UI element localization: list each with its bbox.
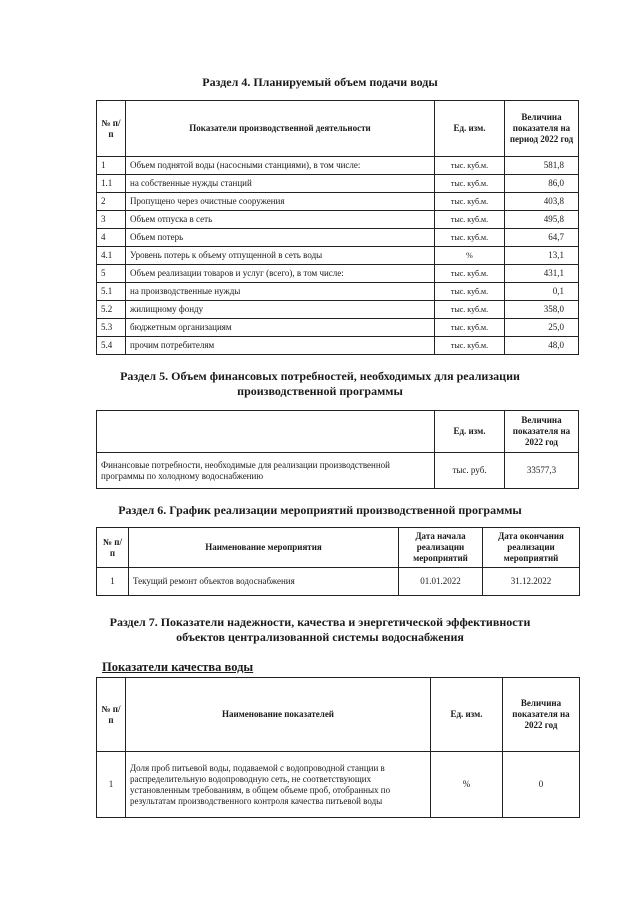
header-end-date: Дата окончания реализации мероприятий — [483, 528, 580, 568]
section-7-title-line1: Раздел 7. Показатели надежности, качества и энергетической эффективности — [109, 615, 531, 629]
header-unit: Ед. изм. — [435, 101, 505, 157]
row-indicator: на производственные нужды — [126, 283, 435, 301]
table-row — [97, 229, 579, 247]
header-activity: Наименование мероприятия — [129, 528, 399, 568]
table-row — [97, 265, 579, 283]
row-indicator: Объем реализации товаров и услуг (всего), в том числе: — [126, 265, 435, 283]
row-value: 64,7 — [505, 229, 579, 247]
row-num: 5.3 — [97, 319, 126, 337]
row-value: 48,0 — [505, 337, 579, 355]
row-num: 4.1 — [97, 247, 126, 265]
activity-num: 1 — [97, 568, 129, 596]
row-indicator: жилищному фонду — [126, 301, 435, 319]
row-num: 5.2 — [97, 301, 126, 319]
finance-need-name: Финансовые потребности, необходимые для реализации производственной программы по холодному водоснабжению — [97, 453, 435, 489]
row-num: 1 — [97, 157, 126, 175]
quality-value: 0 — [503, 752, 580, 818]
finance-need-unit: тыс. руб. — [435, 453, 505, 489]
water-supply-table — [96, 100, 579, 355]
row-unit: тыс. куб.м. — [435, 229, 505, 247]
header-unit: Ед. изм. — [431, 678, 503, 752]
water-quality-table — [96, 677, 580, 818]
header-indicator: Показатели производственной деятельности — [126, 101, 435, 157]
section-6-title: Раздел 6. График реализации мероприятий производственной программы — [118, 503, 522, 517]
header-indicator-name: Наименование показателей — [126, 678, 431, 752]
activity-end: 31.12.2022 — [483, 568, 580, 596]
row-unit: тыс. куб.м. — [435, 265, 505, 283]
table-row — [97, 247, 579, 265]
row-indicator: бюджетным организациям — [126, 319, 435, 337]
table-row — [97, 211, 579, 229]
activity-name: Текущий ремонт объектов водоснабжения — [129, 568, 399, 596]
row-unit: тыс. куб.м. — [435, 211, 505, 229]
row-indicator: Уровень потерь к объему отпущенной в сеть воды — [126, 247, 435, 265]
row-num: 5.4 — [97, 337, 126, 355]
table-row — [97, 157, 579, 175]
row-num: 3 — [97, 211, 126, 229]
quality-indicator-name: Доля проб питьевой воды, подаваемой с водопроводной станции в распределительную водопроводную сеть, не соответствующих установленным требованиям, в общем объеме проб, отобранных по результатам производственного контроля качества питьевой воды — [126, 752, 431, 818]
row-unit: тыс. куб.м. — [435, 319, 505, 337]
section-5-title — [0, 369, 640, 399]
row-value: 86,0 — [505, 175, 579, 193]
row-indicator: Объем поднятой воды (насосными станциями), в том числе: — [126, 157, 435, 175]
row-unit: тыс. куб.м. — [435, 337, 505, 355]
section-5-title-line2: производственной программы — [237, 384, 403, 398]
row-value: 581,8 — [505, 157, 579, 175]
section-7-title-line2: объектов централизованной системы водоснабжения — [176, 630, 464, 644]
header-value: Величина показателя на 2022 год — [505, 411, 579, 453]
table-row — [97, 193, 579, 211]
row-num: 1.1 — [97, 175, 126, 193]
header-start-date: Дата начала реализации мероприятий — [399, 528, 483, 568]
header-num: № п/п — [97, 528, 129, 568]
section-4-title: Раздел 4. Планируемый объем подачи воды — [202, 75, 438, 89]
header-num: № п/п — [97, 101, 126, 157]
row-indicator: Объем потерь — [126, 229, 435, 247]
row-num: 5.1 — [97, 283, 126, 301]
table-row — [97, 319, 579, 337]
header-value: Величина показателя на период 2022 год — [505, 101, 579, 157]
schedule-table — [96, 527, 580, 596]
quality-num: 1 — [97, 752, 126, 818]
row-value: 13,1 — [505, 247, 579, 265]
row-indicator: прочим потребителям — [126, 337, 435, 355]
section-5-title-line1: Раздел 5. Объем финансовых потребностей, необходимых для реализации — [120, 369, 520, 383]
table-row — [97, 283, 579, 301]
table-row — [97, 337, 579, 355]
table-row — [97, 301, 579, 319]
row-unit: тыс. куб.м. — [435, 157, 505, 175]
row-value: 495,8 — [505, 211, 579, 229]
row-indicator: Пропущено через очистные сооружения — [126, 193, 435, 211]
header-empty — [97, 411, 435, 453]
row-value: 431,1 — [505, 265, 579, 283]
row-num: 5 — [97, 265, 126, 283]
row-unit: тыс. куб.м. — [435, 283, 505, 301]
row-unit: тыс. куб.м. — [435, 301, 505, 319]
finance-need-value: 33577,3 — [505, 453, 579, 489]
finance-table — [96, 410, 579, 489]
row-value: 0,1 — [505, 283, 579, 301]
section-7-title — [0, 615, 640, 645]
row-unit: % — [435, 247, 505, 265]
water-quality-subtitle: Показатели качества воды — [102, 660, 254, 674]
table-row — [97, 175, 579, 193]
header-unit: Ед. изм. — [435, 411, 505, 453]
row-unit: тыс. куб.м. — [435, 175, 505, 193]
row-indicator: Объем отпуска в сеть — [126, 211, 435, 229]
row-num: 4 — [97, 229, 126, 247]
header-value: Величина показателя на 2022 год — [503, 678, 580, 752]
row-value: 403,8 — [505, 193, 579, 211]
header-num: № п/п — [97, 678, 126, 752]
row-value: 25,0 — [505, 319, 579, 337]
row-indicator: на собственные нужды станций — [126, 175, 435, 193]
row-value: 358,0 — [505, 301, 579, 319]
row-unit: тыс. куб.м. — [435, 193, 505, 211]
row-num: 2 — [97, 193, 126, 211]
activity-start: 01.01.2022 — [399, 568, 483, 596]
quality-unit: % — [431, 752, 503, 818]
